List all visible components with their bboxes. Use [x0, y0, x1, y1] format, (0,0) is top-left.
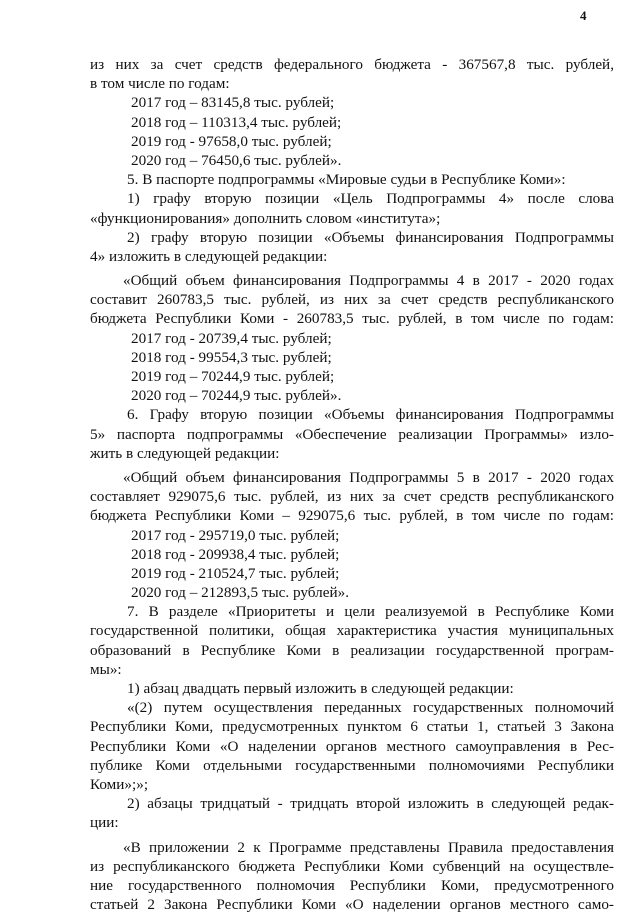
text-line: бюджета Республики Коми - 260783,5 тыс. рублей, в том числе по годам:	[90, 310, 614, 328]
text-line: бюджета Республики Коми – 929075,6 тыс. рублей, в том числе по годам:	[90, 507, 614, 525]
text-line: 2020 год – 212893,5 тыс. рублей».	[131, 584, 349, 602]
text-line: 2017 год – 83145,8 тыс. рублей;	[131, 94, 335, 112]
text-line: Республики Коми, предусмотренных пунктом 6 статьи 1, статьей 3 Закона	[90, 718, 614, 736]
text-line: образований в Республике Коми в реализации государственной програм-	[90, 641, 614, 659]
text-line: жить в следующей редакции:	[90, 444, 280, 462]
text-line: ции:	[90, 814, 119, 832]
text-line: «функционирования» дополнить словом «института»;	[90, 209, 441, 227]
text-line: 1) графу вторую позиции «Цель Подпрограммы 4» после слова	[127, 190, 614, 208]
text-line: 7. В разделе «Приоритеты и цели реализуемой в Республике Коми	[127, 603, 614, 621]
text-line: 6. Графу вторую позиции «Объемы финансирования Подпрограммы	[127, 406, 614, 424]
text-line: 2018 год – 110313,4 тыс. рублей;	[131, 113, 342, 131]
text-line: 2018 год - 209938,4 тыс. рублей;	[131, 545, 340, 563]
text-line: 5» паспорта подпрограммы «Обеспечение реализации Программы» изло-	[90, 425, 614, 443]
text-line: ние государственного полномочия Республики Коми, предусмотренного	[90, 876, 614, 894]
text-line: из республиканского бюджета Республики Коми субвенций на осуществле-	[90, 857, 614, 875]
page-number: 4	[580, 8, 587, 23]
text-line: 2) абзацы тридцатый - тридцать второй изложить в следующей редак-	[127, 795, 614, 813]
text-line: составит 260783,5 тыс. рублей, из них за счет средств республиканского	[90, 291, 614, 309]
text-line: составляет 929075,6 тыс. рублей, из них за счет средств республиканского	[90, 488, 614, 506]
text-line: 1) абзац двадцать первый изложить в следующей редакции:	[127, 680, 514, 697]
text-line: 2018 год - 99554,3 тыс. рублей;	[131, 348, 332, 366]
text-line: Республики Коми «О наделении органов местного самоуправления в Рес-	[90, 737, 614, 755]
text-line: мы»:	[90, 660, 122, 678]
text-line: 2019 год - 97658,0 тыс. рублей;	[131, 132, 332, 150]
text-line: «(2) путем осуществления переданных государственных полномочий	[127, 699, 614, 717]
text-line: «В приложении 2 к Программе представлены Правила предоставления	[123, 838, 614, 856]
text-line: Коми»;»;	[90, 775, 149, 793]
text-line: 2020 год – 70244,9 тыс. рублей».	[131, 387, 342, 405]
text-line: 2019 год - 210524,7 тыс. рублей;	[131, 564, 340, 582]
document-body	[90, 55, 614, 914]
text-line: 2020 год – 76450,6 тыс. рублей».	[131, 151, 342, 169]
text-line: «Общий объем финансирования Подпрограммы 5 в 2017 - 2020 годах	[123, 468, 614, 486]
text-line: статьей 2 Закона Республики Коми «О наделении органов местного само-	[90, 896, 614, 914]
text-line: «Общий объем финансирования Подпрограммы 4 в 2017 - 2020 годах	[123, 272, 614, 290]
text-line: 2019 год – 70244,9 тыс. рублей;	[131, 368, 335, 385]
text-line: 2017 год - 295719,0 тыс. рублей;	[131, 526, 340, 544]
text-line: 2) графу вторую позиции «Объемы финансирования Подпрограммы	[127, 228, 614, 246]
text-line: из них за счет средств федерального бюджета - 367567,8 тыс. рублей,	[90, 56, 614, 73]
text-line: государственной политики, общая характеристика участия муниципальных	[90, 622, 614, 640]
text-line: в том числе по годам:	[90, 75, 230, 93]
text-line: 4» изложить в следующей редакции:	[90, 247, 328, 265]
text-line: 5. В паспорте подпрограммы «Мировые судьи в Республике Коми»:	[127, 171, 566, 189]
text-line: публике Коми отдельными государственными полномочиями Республики	[90, 756, 614, 774]
text-line: 2017 год - 20739,4 тыс. рублей;	[131, 329, 332, 347]
